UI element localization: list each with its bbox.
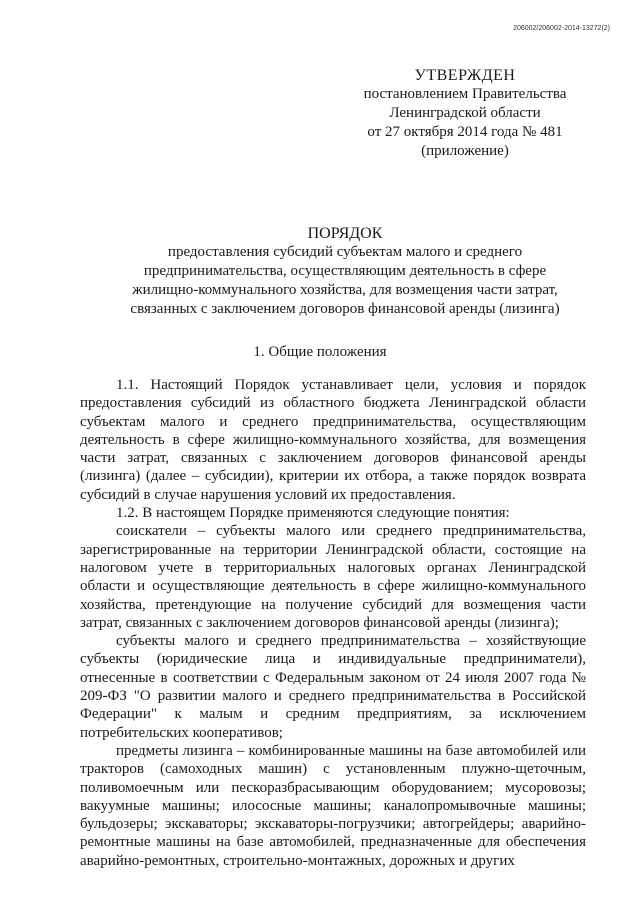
section-heading: 1. Общие положения	[253, 344, 387, 360]
document-title	[90, 224, 600, 319]
paragraph: субъекты малого и среднего предпринимательства – хозяйствующие субъекты (юридические лица и индивидуальные предприниматели), отнесенные в соответствии с Федеральным законом от 24 июля 2007 года № 209-ФЗ "О развитии малого и среднего предпринимательства в Российской Федерации" к малым и средним предприятиям, за исключением потребительских кооперативов;	[80, 633, 586, 741]
document-id: 206002/206002-2014-13272(2)	[513, 25, 610, 32]
approval-line: постановлением Правительства	[363, 86, 567, 102]
title-heading: ПОРЯДОК	[307, 225, 383, 242]
approval-line: (приложение)	[421, 143, 509, 159]
paragraph: 1.2. В настоящем Порядке применяются следующие понятия:	[116, 505, 510, 522]
approval-line: Ленинградской области	[389, 105, 541, 121]
title-line: предпринимательства, осуществляющим деятельность в сфере	[143, 263, 547, 279]
title-line: связанных с заключением договоров финансовой аренды (лизинга)	[130, 301, 560, 317]
document-body	[80, 376, 586, 870]
title-line: жилищно-коммунального хозяйства, для возмещения части затрат,	[132, 282, 558, 298]
paragraph: 1.1. Настоящий Порядок устанавливает цели, условия и порядок предоставления субсидий из областного бюджета Ленинградской области субъектам малого и среднего предпринимательства, осуществляющим деятельность в сфере жилищно-коммунального хозяйства, для возмещения части затрат, связанных с заключением договоров финансовой аренды (лизинга) (далее – субсидии), критерии их отбора, а также порядок возврата субсидий в случае нарушения условий их предоставления.	[80, 377, 586, 503]
approval-heading: УТВЕРЖДЕН	[414, 67, 516, 84]
paragraph: предметы лизинга – комбинированные машины на базе автомобилей или тракторов (самоходных машин) с установленным плужно-щеточным, поливомоечным или пескоразбрасывающим оборудованием; мусоровозы; вакуумные машины; илососные машины; каналопромывочные машины; бульдозеры; экскаваторы; экскаваторы-погрузчики; автогрейдеры; аварийно-ремонтные машины на базе автомобилей, предназначенные для обеспечения аварийно-ремонтных, строительно-монтажных, дорожных и других	[80, 742, 586, 869]
approval-line: от 27 октября 2014 года № 481	[367, 124, 563, 140]
title-line: предоставления субсидий субъектам малого и среднего	[167, 244, 523, 260]
paragraph: соискатели – субъекты малого или среднего предпринимательства, зарегистрированные на территории Ленинградской области, состоящие на налоговом учете в территориальных налоговых органах Ленинградской области и осуществляющие деятельность в сфере жилищно-коммунального хозяйства, претендующие на получение субсидий для возмещения части затрат, связанных с заключением договоров финансовой аренды (лизинга);	[80, 523, 586, 631]
approval-stamp	[340, 66, 590, 161]
